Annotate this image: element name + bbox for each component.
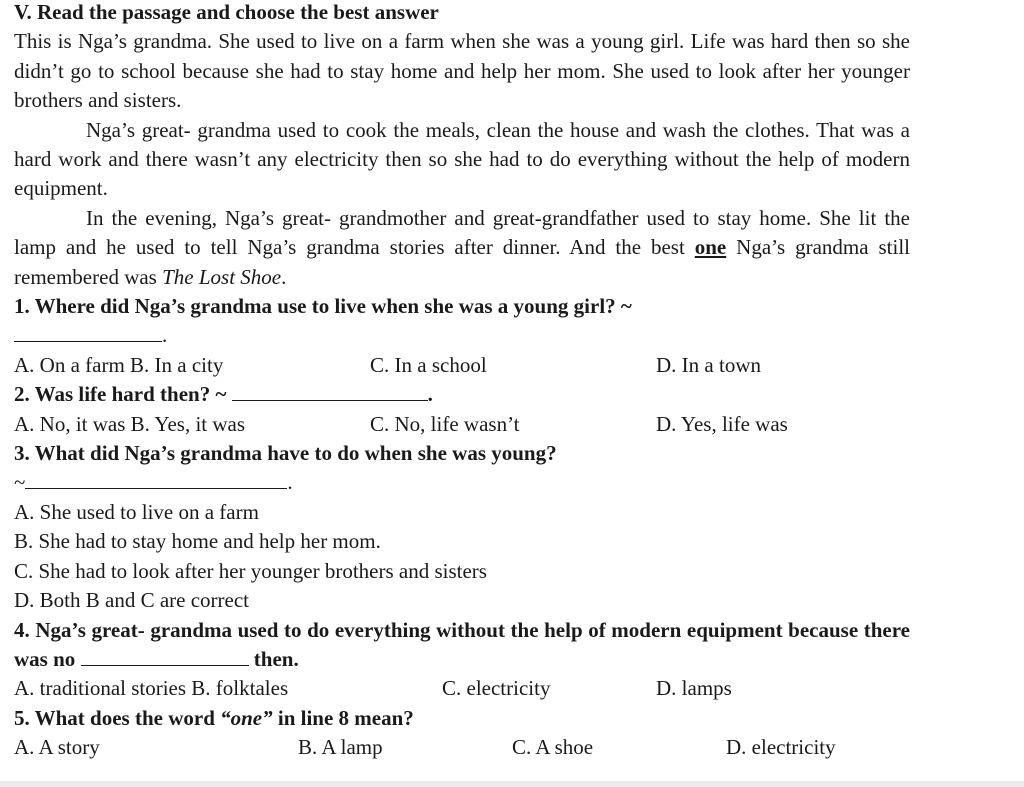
- answer-blank[interactable]: [25, 468, 287, 489]
- worksheet: [14, 0, 910, 763]
- question-2: [14, 380, 910, 409]
- question-4-text-a: 4. Nga’s great- grandma used to do everything without the help of modern equipment because there was no: [14, 617, 910, 671]
- story-title: The Lost Shoe: [162, 264, 282, 289]
- passage-paragraph-1: This is Nga’s grandma. She used to live on a farm when she was a young girl. Life was hard then so she didn’t go to school because she had to stay home and help her mom. She used to look after her younger brothers and sisters.: [14, 29, 910, 113]
- question-1-options: [14, 351, 910, 380]
- q4-option-c[interactable]: C. electricity: [442, 676, 551, 701]
- page-bottom-edge: [0, 781, 1024, 787]
- question-5-text-a: 5. What does the word: [14, 705, 221, 730]
- question-5: [14, 704, 910, 733]
- q3-option-b[interactable]: B. She had to stay home and help her mom.: [14, 529, 381, 554]
- question-3: 3. What did Nga’s grandma have to do when she was young?: [14, 441, 557, 466]
- q1-option-d[interactable]: D. In a town: [656, 352, 761, 377]
- section-title: V. Read the passage and choose the best answer: [14, 0, 439, 24]
- answer-blank[interactable]: [14, 321, 162, 342]
- passage-p3-text-b: Nga’s grandma still remembered was: [14, 235, 911, 289]
- q5-option-a[interactable]: A. A story: [14, 735, 100, 760]
- q4-option-d[interactable]: D. lamps: [656, 676, 732, 701]
- question-5-options: [14, 733, 910, 762]
- q3-option-c[interactable]: C. She had to look after her younger brothers and sisters: [14, 558, 487, 583]
- question-4-text-b: then.: [253, 646, 299, 671]
- passage-paragraph-3: [14, 204, 910, 292]
- question-3-answer-line: [14, 468, 910, 497]
- q5-option-d[interactable]: D. electricity: [726, 735, 836, 760]
- q5-option-c[interactable]: C. A shoe: [512, 735, 594, 760]
- blank-period: .: [162, 323, 168, 348]
- q2-option-ab[interactable]: A. No, it was B. Yes, it was: [14, 411, 246, 436]
- q5-option-b[interactable]: B. A lamp: [298, 735, 383, 760]
- question-4-options: [14, 674, 910, 703]
- answer-blank[interactable]: [81, 645, 249, 666]
- q3-option-a[interactable]: A. She used to live on a farm: [14, 499, 259, 524]
- q4-option-ab[interactable]: A. traditional stories B. folktales: [14, 676, 289, 701]
- answer-blank[interactable]: [232, 380, 428, 401]
- underlined-word-one: one: [694, 235, 727, 260]
- question-1-answer-line: [14, 321, 910, 350]
- q3-option-d[interactable]: D. Both B and C are correct: [14, 588, 250, 613]
- tilde-prefix: ~: [14, 470, 26, 495]
- quoted-word-one: “one”: [220, 705, 273, 730]
- blank-period: .: [287, 470, 293, 495]
- blank-period: .: [427, 382, 433, 407]
- passage-paragraph-2: Nga’s great- grandma used to cook the meals, clean the house and wash the clothes. That was a hard work and there wasn’t any electricity then so she had to do everything without the help of modern equipment.: [14, 117, 910, 201]
- question-1: 1. Where did Nga’s grandma use to live when she was a young girl? ~: [14, 294, 632, 319]
- q2-option-d[interactable]: D. Yes, life was: [656, 411, 788, 436]
- passage-p3-end: .: [281, 264, 287, 289]
- question-2-text: 2. Was life hard then? ~: [14, 382, 227, 407]
- q1-option-ab[interactable]: A. On a farm B. In a city: [14, 352, 224, 377]
- question-2-options: [14, 410, 910, 439]
- passage-p3-text-a: In the evening, Nga’s great- grandmother and great-grandfather used to stay home. She lit the lamp and he used to tell Nga’s grandma stories after dinner. And the best: [14, 205, 910, 260]
- q2-option-c[interactable]: C. No, life wasn’t: [370, 411, 520, 436]
- q1-option-c[interactable]: C. In a school: [370, 352, 487, 377]
- question-5-text-b: in line 8 mean?: [272, 705, 414, 730]
- question-4: [14, 616, 910, 675]
